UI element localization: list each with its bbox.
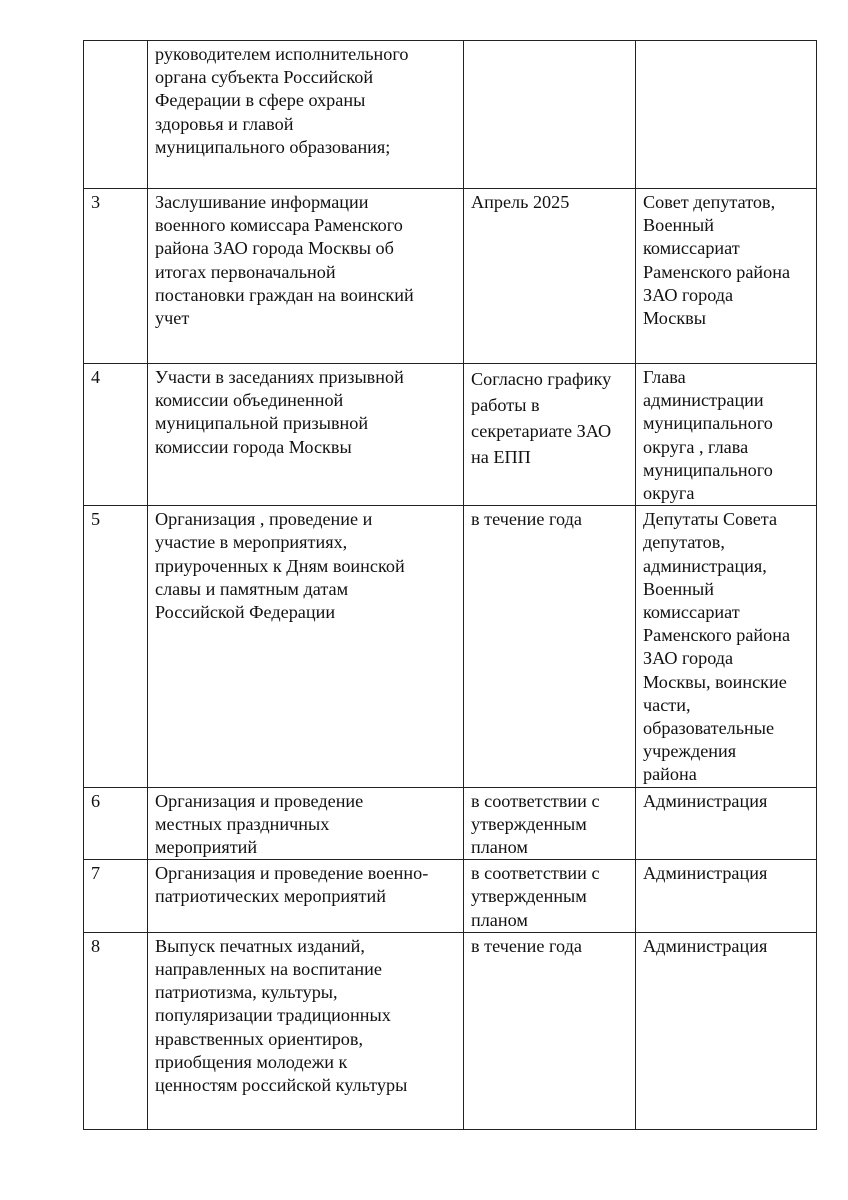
row-number-cell: 5 — [84, 506, 148, 787]
date-cell: в соответствии с утвержденным планом — [464, 787, 636, 860]
events-plan-table — [83, 40, 817, 1130]
event-cell: Организация и проведение военно- патриотических мероприятий — [148, 860, 464, 933]
date-cell: в соответствии с утвержденным планом — [464, 860, 636, 933]
date-cell: в течение года — [464, 506, 636, 787]
responsible-cell: Депутаты Совета депутатов, администрация, Военный комиссариат Раменского района ЗАО города Москвы, воинские части, образовательные учреждения района — [636, 506, 817, 787]
date-cell: Согласно графику работы в секретариате ЗАО на ЕПП — [464, 364, 636, 506]
table-row — [84, 860, 817, 933]
responsible-cell: Администрация — [636, 787, 817, 860]
event-cell: Организация и проведение местных праздничных мероприятий — [148, 787, 464, 860]
row-number-cell: 8 — [84, 932, 148, 1129]
table-row — [84, 189, 817, 364]
event-cell: руководителем исполнительного органа субъекта Российской Федерации в сфере охраны здоровья и главой муниципального образования; — [148, 41, 464, 189]
row-number-cell: 4 — [84, 364, 148, 506]
responsible-cell — [636, 41, 817, 189]
table-row — [84, 932, 817, 1129]
date-cell: Апрель 2025 — [464, 189, 636, 364]
table-row — [84, 506, 817, 787]
event-cell: Заслушивание информации военного комиссара Раменского района ЗАО города Москвы об итогах первоначальной постановки граждан на воинский учет — [148, 189, 464, 364]
event-cell: Организация , проведение и участие в мероприятиях, приуроченных к Дням воинской славы и памятным датам Российской Федерации — [148, 506, 464, 787]
event-cell: Участи в заседаниях призывной комиссии объединенной муниципальной призывной комиссии города Москвы — [148, 364, 464, 506]
row-number-cell: 3 — [84, 189, 148, 364]
table-row — [84, 364, 817, 506]
date-cell: в течение года — [464, 932, 636, 1129]
row-number-cell — [84, 41, 148, 189]
event-cell: Выпуск печатных изданий, направленных на воспитание патриотизма, культуры, популяризации традиционных нравственных ориентиров, приобщения молодежи к ценностям российской культуры — [148, 932, 464, 1129]
responsible-cell: Администрация — [636, 932, 817, 1129]
date-cell — [464, 41, 636, 189]
responsible-cell: Администрация — [636, 860, 817, 933]
responsible-cell: Глава администрации муниципального округа , глава муниципального округа — [636, 364, 817, 506]
responsible-cell: Совет депутатов, Военный комиссариат Раменского района ЗАО города Москвы — [636, 189, 817, 364]
table-row — [84, 41, 817, 189]
table-row — [84, 787, 817, 860]
row-number-cell: 7 — [84, 860, 148, 933]
row-number-cell: 6 — [84, 787, 148, 860]
